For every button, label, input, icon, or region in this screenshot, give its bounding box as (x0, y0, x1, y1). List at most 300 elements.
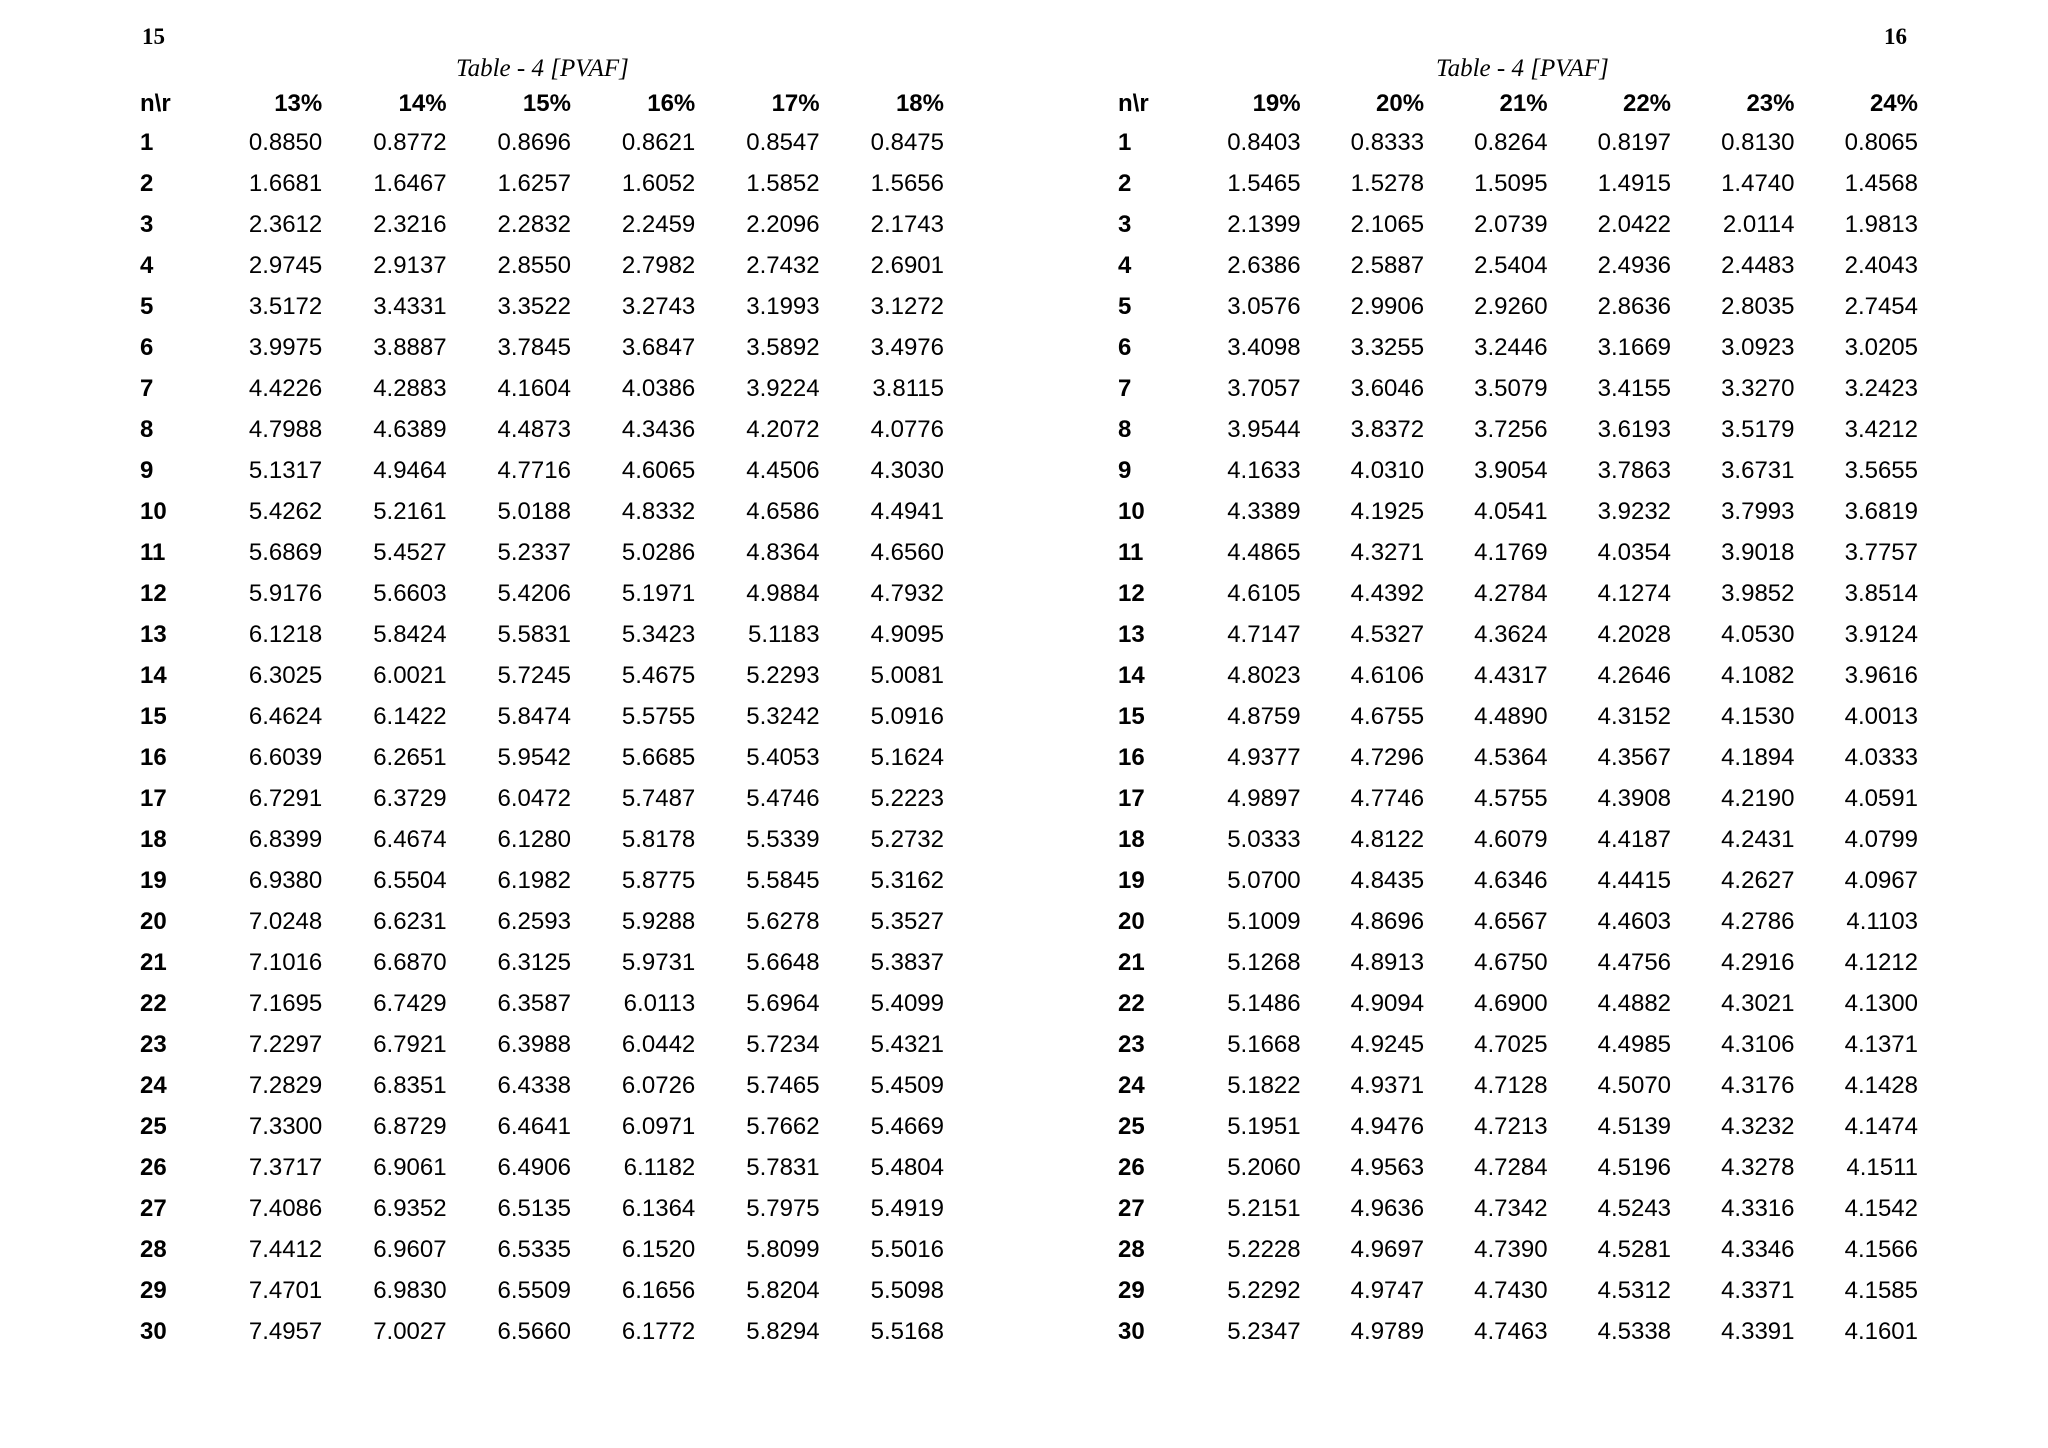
factor-cell: 4.3389 (1227, 497, 1301, 525)
rate-header: 17% (771, 90, 820, 117)
factor-cell: 3.6046 (1350, 374, 1425, 402)
factor-cell: 5.9542 (497, 743, 571, 771)
period-cell: 19 (140, 866, 167, 894)
factor-cell: 6.3025 (248, 661, 323, 689)
factor-cell: 4.2784 (1474, 579, 1548, 607)
factor-cell: 4.3371 (1721, 1276, 1795, 1304)
factor-cell: 3.0576 (1227, 292, 1301, 320)
factor-cell: 4.5338 (1597, 1317, 1672, 1345)
factor-cell: 4.4882 (1597, 989, 1672, 1017)
table-row (1118, 1024, 1918, 1065)
page-number-right: 16 (1884, 24, 1907, 49)
factor-cell: 4.3316 (1721, 1194, 1795, 1222)
period-cell: 8 (1118, 415, 1132, 443)
table-row (140, 1024, 944, 1065)
factor-cell: 6.8729 (373, 1112, 447, 1140)
factor-cell: 6.1364 (621, 1194, 696, 1222)
table-title: Table - 4 [PVAF] (1436, 55, 1609, 82)
factor-cell: 3.9224 (746, 374, 820, 402)
factor-cell: 3.0923 (1721, 333, 1795, 361)
factor-cell: 4.4865 (1227, 538, 1301, 566)
factor-cell: 6.4338 (497, 1071, 571, 1099)
factor-cell: 4.3436 (621, 415, 696, 443)
factor-cell: 6.1772 (621, 1317, 696, 1345)
period-cell: 16 (140, 743, 167, 771)
factor-cell: 2.6901 (870, 251, 944, 279)
period-cell: 25 (1118, 1112, 1145, 1140)
table-row (140, 819, 944, 860)
factor-cell: 2.4043 (1844, 251, 1918, 279)
factor-cell: 3.9852 (1721, 579, 1795, 607)
factor-cell: 6.7429 (373, 989, 447, 1017)
period-cell: 27 (1118, 1194, 1145, 1222)
factor-cell: 4.5364 (1474, 743, 1548, 771)
factor-cell: 5.3162 (870, 866, 944, 894)
period-cell: 17 (1118, 784, 1145, 812)
factor-cell: 5.2293 (746, 661, 820, 689)
factor-cell: 4.3908 (1597, 784, 1672, 812)
factor-cell: 4.0386 (621, 374, 696, 402)
factor-cell: 4.0799 (1844, 825, 1918, 853)
table-row (140, 286, 944, 327)
factor-cell: 3.1993 (746, 292, 820, 320)
factor-cell: 4.2028 (1597, 620, 1672, 648)
factor-cell: 6.1182 (623, 1153, 696, 1181)
factor-cell: 4.2190 (1721, 784, 1795, 812)
period-cell: 18 (1118, 825, 1145, 853)
factor-cell: 4.3567 (1597, 743, 1672, 771)
factor-cell: 4.8364 (746, 538, 820, 566)
factor-cell: 6.2651 (373, 743, 447, 771)
factor-cell: 4.3030 (870, 456, 944, 484)
table-row (1118, 491, 1918, 532)
factor-cell: 2.3612 (248, 210, 323, 238)
factor-cell: 4.7342 (1474, 1194, 1548, 1222)
factor-cell: 4.2883 (373, 374, 447, 402)
factor-cell: 4.8759 (1227, 702, 1301, 730)
factor-cell: 5.1183 (748, 620, 820, 648)
period-cell: 7 (140, 374, 154, 402)
table-row (140, 327, 944, 368)
factor-cell: 4.9747 (1350, 1276, 1425, 1304)
factor-cell: 3.7993 (1721, 497, 1795, 525)
factor-cell: 5.8294 (746, 1317, 820, 1345)
factor-cell: 3.2423 (1844, 374, 1918, 402)
period-cell: 21 (140, 948, 167, 976)
period-cell: 12 (1118, 579, 1145, 607)
factor-cell: 2.3216 (373, 210, 447, 238)
factor-cell: 3.3255 (1350, 333, 1425, 361)
factor-cell: 4.4873 (497, 415, 571, 443)
rate-header: 21% (1499, 90, 1548, 117)
factor-cell: 2.9745 (248, 251, 323, 279)
factor-cell: 5.5755 (621, 702, 696, 730)
factor-cell: 6.3729 (373, 784, 447, 812)
factor-cell: 4.4226 (248, 374, 323, 402)
factor-cell: 3.4976 (870, 333, 944, 361)
factor-cell: 4.7746 (1350, 784, 1425, 812)
factor-cell: 4.7128 (1474, 1071, 1548, 1099)
factor-cell: 5.7234 (746, 1030, 820, 1058)
factor-cell: 1.5465 (1227, 169, 1301, 197)
factor-cell: 6.6870 (373, 948, 447, 976)
factor-cell: 4.0591 (1844, 784, 1918, 812)
factor-cell: 2.6386 (1227, 251, 1301, 279)
factor-cell: 1.6257 (497, 169, 571, 197)
factor-cell: 4.9464 (373, 456, 447, 484)
factor-cell: 5.6603 (373, 579, 447, 607)
period-cell: 14 (140, 661, 167, 689)
factor-cell: 5.7975 (746, 1194, 820, 1222)
factor-cell: 4.0541 (1474, 497, 1548, 525)
factor-cell: 4.1274 (1597, 579, 1672, 607)
factor-cell: 7.3300 (248, 1112, 323, 1140)
factor-cell: 3.4098 (1227, 333, 1301, 361)
factor-cell: 5.8424 (373, 620, 447, 648)
factor-cell: 4.4985 (1597, 1030, 1672, 1058)
factor-cell: 3.4155 (1597, 374, 1672, 402)
factor-cell: 4.8023 (1227, 661, 1301, 689)
period-cell: 6 (140, 333, 154, 361)
table-row (1118, 860, 1918, 901)
factor-cell: 6.6039 (248, 743, 323, 771)
period-cell: 28 (1118, 1235, 1145, 1263)
period-cell: 4 (140, 251, 154, 279)
factor-cell: 3.8115 (872, 374, 944, 402)
factor-cell: 4.5196 (1597, 1153, 1672, 1181)
factor-cell: 6.0472 (497, 784, 571, 812)
factor-cell: 4.6755 (1350, 702, 1425, 730)
left-page (140, 52, 944, 1352)
table-row (140, 1106, 944, 1147)
factor-cell: 3.9054 (1474, 456, 1548, 484)
period-cell: 27 (140, 1194, 167, 1222)
factor-cell: 7.4701 (248, 1276, 323, 1304)
factor-cell: 6.1520 (621, 1235, 696, 1263)
factor-cell: 3.7057 (1227, 374, 1301, 402)
factor-cell: 2.1743 (870, 210, 944, 238)
table-row (140, 1311, 944, 1352)
factor-cell: 4.6567 (1474, 907, 1548, 935)
period-cell: 10 (1118, 497, 1145, 525)
factor-cell: 2.0422 (1597, 210, 1672, 238)
factor-cell: 6.3988 (497, 1030, 571, 1058)
factor-cell: 4.3271 (1350, 538, 1425, 566)
factor-cell: 1.5278 (1350, 169, 1425, 197)
factor-cell: 5.4262 (248, 497, 323, 525)
table-row (140, 532, 944, 573)
period-cell: 29 (1118, 1276, 1145, 1304)
period-cell: 13 (1118, 620, 1145, 648)
factor-cell: 4.3176 (1721, 1071, 1795, 1099)
factor-cell: 2.0114 (1722, 210, 1795, 238)
factor-cell: 0.8130 (1721, 128, 1795, 156)
factor-cell: 5.0286 (621, 538, 696, 566)
factor-cell: 6.1656 (621, 1276, 696, 1304)
factor-cell: 2.4483 (1721, 251, 1795, 279)
table-row (1118, 1106, 1918, 1147)
factor-cell: 4.2786 (1721, 907, 1795, 935)
factor-cell: 5.9176 (248, 579, 323, 607)
factor-cell: 4.3391 (1721, 1317, 1795, 1345)
factor-cell: 7.1695 (248, 989, 323, 1017)
factor-cell: 5.8099 (746, 1235, 820, 1263)
factor-cell: 6.3587 (497, 989, 571, 1017)
factor-cell: 5.4527 (373, 538, 447, 566)
factor-cell: 4.7390 (1474, 1235, 1548, 1263)
factor-cell: 4.8122 (1350, 825, 1425, 853)
factor-cell: 4.8913 (1350, 948, 1425, 976)
period-cell: 26 (140, 1153, 167, 1181)
factor-cell: 3.5892 (746, 333, 820, 361)
factor-cell: 5.4053 (746, 743, 820, 771)
factor-cell: 3.8887 (373, 333, 447, 361)
factor-cell: 4.3278 (1721, 1153, 1795, 1181)
factor-cell: 5.2292 (1227, 1276, 1301, 1304)
factor-cell: 3.9232 (1597, 497, 1672, 525)
factor-cell: 6.3125 (497, 948, 571, 976)
table-row (140, 1188, 944, 1229)
factor-cell: 0.8403 (1227, 128, 1301, 156)
factor-cell: 3.7845 (497, 333, 571, 361)
factor-cell: 1.6052 (621, 169, 696, 197)
factor-cell: 3.7757 (1844, 538, 1918, 566)
factor-cell: 5.6648 (746, 948, 820, 976)
factor-cell: 6.0021 (373, 661, 447, 689)
factor-cell: 4.5070 (1597, 1071, 1672, 1099)
period-cell: 8 (140, 415, 154, 443)
period-cell: 1 (140, 128, 154, 156)
rate-header: 22% (1622, 90, 1672, 117)
factor-cell: 4.4941 (870, 497, 944, 525)
period-cell: 17 (140, 784, 167, 812)
factor-cell: 4.6065 (621, 456, 696, 484)
factor-cell: 2.7432 (746, 251, 820, 279)
factor-cell: 5.1268 (1227, 948, 1301, 976)
table-row (1118, 245, 1918, 286)
factor-cell: 4.4317 (1474, 661, 1548, 689)
factor-cell: 5.8474 (497, 702, 571, 730)
table-row (1118, 655, 1918, 696)
factor-cell: 5.7487 (621, 784, 696, 812)
period-cell: 30 (140, 1317, 167, 1345)
period-cell: 11 (140, 538, 166, 566)
factor-cell: 4.7213 (1474, 1112, 1548, 1140)
table-row (140, 573, 944, 614)
factor-cell: 4.9476 (1350, 1112, 1425, 1140)
factor-cell: 4.6079 (1474, 825, 1548, 853)
table-row (1118, 327, 1918, 368)
factor-cell: 5.5016 (870, 1235, 944, 1263)
factor-cell: 6.9830 (373, 1276, 447, 1304)
period-cell: 23 (140, 1030, 167, 1058)
factor-cell: 4.4603 (1597, 907, 1672, 935)
table-row (140, 696, 944, 737)
factor-cell: 4.3624 (1474, 620, 1548, 648)
period-cell: 9 (1118, 456, 1132, 484)
table-row (1118, 696, 1918, 737)
period-cell: 10 (140, 497, 167, 525)
factor-cell: 7.2829 (248, 1071, 323, 1099)
factor-cell: 6.5660 (497, 1317, 571, 1345)
factor-cell: 4.9095 (870, 620, 944, 648)
factor-cell: 4.6560 (870, 538, 944, 566)
factor-cell: 5.2228 (1227, 1235, 1301, 1263)
factor-cell: 4.6389 (373, 415, 447, 443)
factor-cell: 5.5098 (870, 1276, 944, 1304)
factor-cell: 3.9544 (1227, 415, 1301, 443)
pvaf-table (140, 86, 944, 1352)
factor-cell: 3.6731 (1721, 456, 1795, 484)
factor-cell: 4.5243 (1597, 1194, 1672, 1222)
factor-cell: 4.1530 (1721, 702, 1795, 730)
factor-cell: 6.4674 (373, 825, 447, 853)
period-cell: 18 (140, 825, 167, 853)
factor-cell: 6.5135 (497, 1194, 571, 1222)
period-cell: 14 (1118, 661, 1145, 689)
table-row (1118, 1311, 1918, 1352)
factor-cell: 3.4331 (373, 292, 447, 320)
factor-cell: 3.3522 (497, 292, 571, 320)
factor-cell: 6.9061 (373, 1153, 447, 1181)
factor-cell: 5.0081 (870, 661, 944, 689)
factor-cell: 5.2223 (870, 784, 944, 812)
rate-header: 18% (895, 90, 944, 117)
factor-cell: 2.5404 (1474, 251, 1548, 279)
factor-cell: 4.7988 (248, 415, 323, 443)
factor-cell: 4.1082 (1721, 661, 1795, 689)
period-cell: 26 (1118, 1153, 1145, 1181)
factor-cell: 2.8035 (1721, 292, 1795, 320)
factor-cell: 5.3423 (621, 620, 696, 648)
factor-cell: 2.7982 (621, 251, 696, 279)
period-cell: 16 (1118, 743, 1145, 771)
factor-cell: 6.5335 (497, 1235, 571, 1263)
factor-cell: 4.7147 (1227, 620, 1301, 648)
factor-cell: 4.8332 (621, 497, 696, 525)
factor-cell: 4.0354 (1597, 538, 1672, 566)
factor-cell: 4.5755 (1474, 784, 1548, 812)
factor-cell: 1.9813 (1844, 210, 1918, 238)
factor-cell: 6.1280 (497, 825, 571, 853)
factor-cell: 5.4675 (621, 661, 696, 689)
factor-cell: 1.4740 (1721, 169, 1795, 197)
factor-cell: 6.9352 (373, 1194, 447, 1222)
factor-cell: 7.2297 (248, 1030, 323, 1058)
factor-cell: 6.6231 (373, 907, 447, 935)
factor-cell: 4.7296 (1350, 743, 1425, 771)
factor-cell: 6.7921 (373, 1030, 447, 1058)
factor-cell: 3.2743 (621, 292, 696, 320)
factor-cell: 5.4669 (870, 1112, 944, 1140)
factor-cell: 4.5281 (1597, 1235, 1672, 1263)
table-row (1118, 368, 1918, 409)
factor-cell: 0.8850 (248, 128, 323, 156)
period-cell: 11 (1118, 538, 1144, 566)
factor-cell: 4.3106 (1721, 1030, 1795, 1058)
period-cell: 13 (140, 620, 167, 648)
factor-cell: 6.4624 (248, 702, 323, 730)
factor-cell: 4.3152 (1597, 702, 1672, 730)
factor-cell: 0.8772 (373, 128, 447, 156)
factor-cell: 0.8475 (870, 128, 944, 156)
period-cell: 2 (140, 169, 154, 197)
factor-cell: 4.1769 (1474, 538, 1548, 566)
factor-cell: 4.2646 (1597, 661, 1672, 689)
factor-cell: 4.2431 (1721, 825, 1795, 853)
rate-header: 13% (274, 90, 323, 117)
factor-cell: 5.5168 (870, 1317, 944, 1345)
table-row (140, 245, 944, 286)
factor-cell: 2.2832 (497, 210, 571, 238)
factor-cell: 3.1669 (1597, 333, 1672, 361)
factor-cell: 5.3527 (870, 907, 944, 935)
factor-cell: 4.9245 (1350, 1030, 1425, 1058)
factor-cell: 4.8696 (1350, 907, 1425, 935)
factor-cell: 0.8197 (1597, 128, 1672, 156)
factor-cell: 4.4506 (746, 456, 820, 484)
factor-cell: 2.2459 (621, 210, 696, 238)
table-row (1118, 1065, 1918, 1106)
factor-cell: 2.1399 (1227, 210, 1301, 238)
factor-cell: 4.1371 (1844, 1030, 1918, 1058)
factor-cell: 4.0776 (870, 415, 944, 443)
factor-cell: 7.3717 (248, 1153, 323, 1181)
table-row (140, 1270, 944, 1311)
period-cell: 22 (1118, 989, 1145, 1017)
factor-cell: 6.0971 (621, 1112, 696, 1140)
table-header-row (140, 86, 944, 122)
factor-cell: 5.7245 (497, 661, 571, 689)
factor-cell: 4.2072 (746, 415, 820, 443)
factor-cell: 5.3837 (870, 948, 944, 976)
factor-cell: 6.5504 (373, 866, 447, 894)
factor-cell: 4.1925 (1350, 497, 1425, 525)
factor-cell: 6.9380 (248, 866, 323, 894)
factor-cell: 4.7932 (870, 579, 944, 607)
table-row (140, 163, 944, 204)
period-cell: 15 (140, 702, 167, 730)
factor-cell: 4.2627 (1721, 866, 1795, 894)
factor-cell: 7.4412 (248, 1235, 323, 1263)
factor-cell: 3.7863 (1597, 456, 1672, 484)
factor-cell: 2.1065 (1350, 210, 1425, 238)
factor-cell: 6.2593 (497, 907, 571, 935)
table-row (140, 614, 944, 655)
factor-cell: 3.5079 (1474, 374, 1548, 402)
factor-cell: 3.8372 (1350, 415, 1425, 443)
table-row (140, 942, 944, 983)
factor-cell: 5.8775 (621, 866, 696, 894)
rate-header: 20% (1376, 90, 1425, 117)
factor-cell: 4.1894 (1721, 743, 1795, 771)
factor-cell: 4.1633 (1227, 456, 1301, 484)
factor-cell: 1.6681 (248, 169, 323, 197)
table-row (1118, 286, 1918, 327)
factor-cell: 4.6750 (1474, 948, 1548, 976)
period-cell: 5 (140, 292, 154, 320)
factor-cell: 7.0248 (248, 907, 323, 935)
table-title: Table - 4 [PVAF] (456, 55, 629, 82)
factor-cell: 5.4746 (746, 784, 820, 812)
factor-cell: 4.5327 (1350, 620, 1425, 648)
factor-cell: 0.8333 (1350, 128, 1425, 156)
factor-cell: 0.8621 (621, 128, 696, 156)
factor-cell: 4.1300 (1844, 989, 1918, 1017)
factor-cell: 4.1601 (1844, 1317, 1918, 1345)
factor-cell: 5.9288 (621, 907, 696, 935)
factor-cell: 4.1511 (1846, 1153, 1918, 1181)
